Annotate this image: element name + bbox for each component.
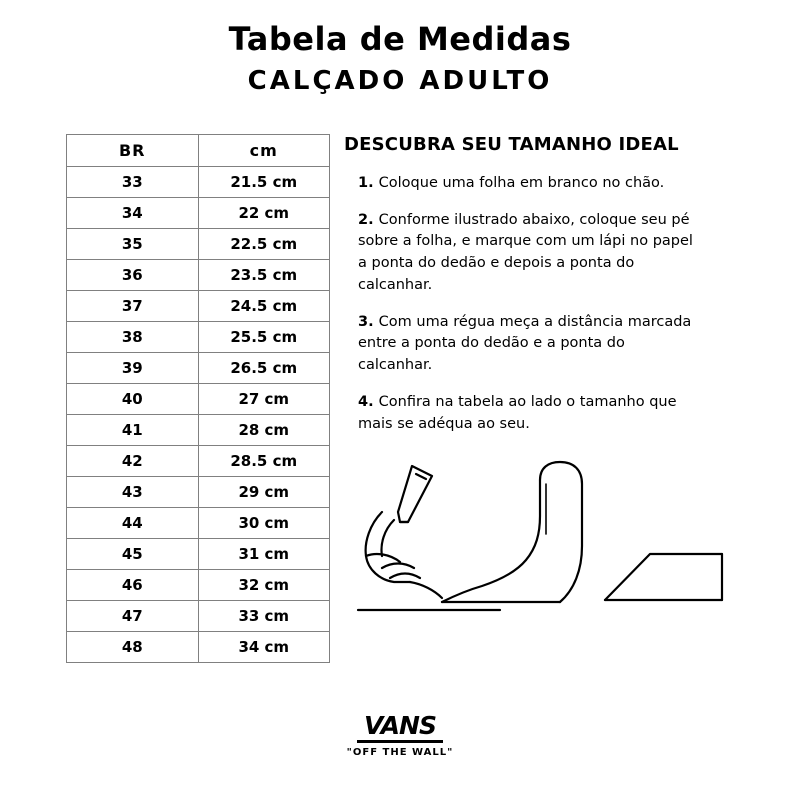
- cell-br: 46: [67, 569, 199, 600]
- vans-logo: VANS: [364, 711, 436, 740]
- foot-measuring-illustration: [350, 450, 800, 634]
- cell-br: 44: [67, 507, 199, 538]
- cell-cm: 21.5 cm: [198, 166, 330, 197]
- table-row: [67, 290, 330, 321]
- table-row: [67, 197, 330, 228]
- cell-br: 37: [67, 290, 199, 321]
- cell-cm: 30 cm: [198, 507, 330, 538]
- step-number: 1.: [358, 174, 379, 191]
- cell-cm: 33 cm: [198, 600, 330, 631]
- cell-cm: 23.5 cm: [198, 259, 330, 290]
- logo-underline: [357, 740, 443, 743]
- table-row: [67, 383, 330, 414]
- step-text: Conforme ilustrado abaixo, coloque seu pé sobre a folha, e marque com um lápi no papel a ponta do dedão e depois a ponta do calcanhar.: [358, 211, 693, 293]
- step-number: 4.: [358, 393, 379, 410]
- instruction-step: [358, 312, 698, 377]
- page-subtitle: CALÇADO ADULTO: [247, 66, 553, 97]
- size-table-header: [67, 134, 330, 166]
- table-row: [67, 507, 330, 538]
- size-table-body: [67, 166, 330, 662]
- cell-cm: 25.5 cm: [198, 321, 330, 352]
- cell-br: 47: [67, 600, 199, 631]
- cell-br: 38: [67, 321, 199, 352]
- brand-footer: [0, 713, 800, 758]
- cell-br: 45: [67, 538, 199, 569]
- page-title: Tabela de Medidas: [228, 20, 572, 58]
- cell-br: 48: [67, 631, 199, 662]
- column-header-cm: cm: [198, 134, 330, 166]
- cell-cm: 28.5 cm: [198, 445, 330, 476]
- cell-cm: 22.5 cm: [198, 228, 330, 259]
- step-text: Coloque uma folha em branco no chão.: [378, 174, 665, 191]
- cell-cm: 31 cm: [198, 538, 330, 569]
- table-row: [67, 166, 330, 197]
- cell-br: 34: [67, 197, 199, 228]
- cell-br: 33: [67, 166, 199, 197]
- cell-br: 35: [67, 228, 199, 259]
- table-row: [67, 600, 330, 631]
- table-row: [67, 569, 330, 600]
- cell-cm: 34 cm: [198, 631, 330, 662]
- step-text: Confira na tabela ao lado o tamanho que mais se adéqua ao seu.: [358, 393, 677, 432]
- brand-tagline: "OFF THE WALL": [346, 747, 454, 758]
- size-table: [66, 134, 330, 663]
- instruction-step: [358, 173, 698, 195]
- cell-cm: 27 cm: [198, 383, 330, 414]
- cell-br: 42: [67, 445, 199, 476]
- size-table-column: [0, 134, 330, 663]
- step-number: 2.: [358, 211, 379, 228]
- table-row: [67, 352, 330, 383]
- table-row: [67, 321, 330, 352]
- cell-br: 39: [67, 352, 199, 383]
- table-header-row: [67, 134, 330, 166]
- instructions-column: [330, 134, 800, 635]
- cell-cm: 22 cm: [198, 197, 330, 228]
- table-row: [67, 445, 330, 476]
- step-number: 3.: [358, 313, 379, 330]
- column-header-br: BR: [67, 134, 199, 166]
- cell-cm: 32 cm: [198, 569, 330, 600]
- hand-marking-foot-on-paper-icon: [350, 450, 730, 630]
- cell-br: 40: [67, 383, 199, 414]
- step-text: Com uma régua meça a distância marcada entre a ponta do dedão e a ponta do calcanhar.: [358, 313, 692, 374]
- table-row: [67, 476, 330, 507]
- cell-cm: 28 cm: [198, 414, 330, 445]
- cell-cm: 26.5 cm: [198, 352, 330, 383]
- cell-br: 41: [67, 414, 199, 445]
- table-row: [67, 414, 330, 445]
- page-header: [0, 0, 800, 96]
- cell-br: 43: [67, 476, 199, 507]
- cell-br: 36: [67, 259, 199, 290]
- table-row: [67, 631, 330, 662]
- cell-cm: 24.5 cm: [198, 290, 330, 321]
- cell-cm: 29 cm: [198, 476, 330, 507]
- table-row: [67, 538, 330, 569]
- table-row: [67, 228, 330, 259]
- instructions-title: DESCUBRA SEU TAMANHO IDEAL: [344, 133, 679, 155]
- instruction-step: [358, 210, 698, 297]
- table-row: [67, 259, 330, 290]
- instruction-step: [358, 392, 698, 436]
- main-content: [0, 96, 800, 663]
